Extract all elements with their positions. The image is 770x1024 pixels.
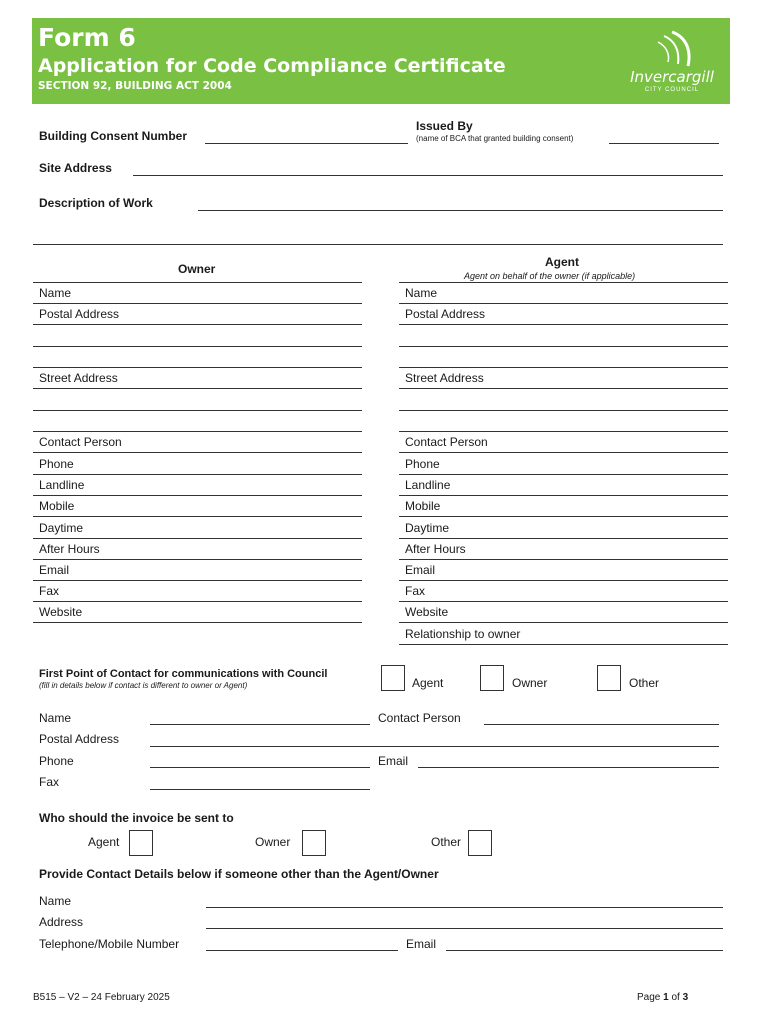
first-contact-other-label: Other (629, 676, 660, 690)
agent-note: Agent on behalf of the owner (if applicable) (464, 271, 636, 281)
owner-field-continuation-line[interactable] (33, 346, 362, 347)
fc-name-label: Name (39, 711, 72, 725)
agent-field-label: Postal Address (405, 307, 486, 321)
first-contact-owner-label: Owner (512, 676, 548, 690)
owner-field-line[interactable] (33, 601, 362, 602)
agent-field-label: Email (405, 563, 436, 577)
owner-field-label: Street Address (39, 371, 118, 385)
fc-postal-address-label: Postal Address (39, 732, 120, 746)
owner-field-continuation-line[interactable] (33, 410, 362, 411)
owner-field-label: Landline (39, 478, 85, 492)
agent-field-line[interactable] (399, 474, 728, 475)
first-contact-owner-checkbox[interactable] (480, 665, 504, 691)
owner-field-line[interactable] (33, 495, 362, 496)
agent-field-continuation-line[interactable] (399, 410, 728, 411)
fc-fax-label: Fax (39, 775, 60, 789)
fc-contact-person-label: Contact Person (378, 711, 461, 725)
form-title: Application for Code Compliance Certificate (38, 55, 506, 77)
agent-field-line[interactable] (399, 601, 728, 602)
owner-heading: Owner (178, 262, 216, 276)
fc-email-label: Email (378, 754, 409, 768)
invoice-other-checkbox[interactable] (468, 830, 492, 856)
agent-field-label: Name (405, 286, 438, 300)
owner-field-label: Phone (39, 457, 74, 471)
oc-name-field[interactable] (206, 907, 723, 908)
owner-field-line[interactable] (33, 559, 362, 560)
issued-by-note: (name of BCA that granted building consent) (416, 134, 574, 143)
agent-field-label: Contact Person (405, 435, 488, 449)
form-header (32, 18, 730, 104)
owner-field-line[interactable] (33, 622, 362, 623)
owner-field-label: After Hours (39, 542, 100, 556)
form-subtitle: SECTION 92, BUILDING ACT 2004 (38, 80, 232, 92)
oc-address-label: Address (39, 915, 84, 929)
leaf-logo-icon (622, 26, 722, 70)
invoice-agent-checkbox[interactable] (129, 830, 153, 856)
first-contact-note: (fill in details below if contact is different to owner or Agent) (39, 681, 248, 690)
invoice-agent-label: Agent (88, 835, 120, 849)
agent-field-line[interactable] (399, 452, 728, 453)
oc-telephone-label: Telephone/Mobile Number (39, 937, 180, 951)
fc-email-field[interactable] (418, 767, 719, 768)
first-contact-heading: First Point of Contact for communications with Council (39, 668, 328, 680)
agent-field-label: Street Address (405, 371, 484, 385)
owner-field-label: Website (39, 605, 83, 619)
agent-field-continuation-line[interactable] (399, 431, 728, 432)
footer-page-number (637, 992, 688, 1003)
fc-postal-address-field[interactable] (150, 746, 719, 747)
fc-phone-label: Phone (39, 754, 74, 768)
agent-field-line[interactable] (399, 538, 728, 539)
oc-name-label: Name (39, 894, 72, 908)
owner-field-label: Fax (39, 584, 60, 598)
agent-field-line[interactable] (399, 644, 728, 645)
owner-field-line[interactable] (33, 388, 362, 389)
owner-field-line[interactable] (33, 303, 362, 304)
agent-field-label: After Hours (405, 542, 466, 556)
agent-field-continuation-line[interactable] (399, 367, 728, 368)
agent-field-line[interactable] (399, 559, 728, 560)
building-consent-field[interactable] (205, 143, 408, 144)
invoice-owner-checkbox[interactable] (302, 830, 326, 856)
owner-field-label: Name (39, 286, 72, 300)
agent-field-line[interactable] (399, 516, 728, 517)
owner-field-continuation-line[interactable] (33, 367, 362, 368)
owner-field-line[interactable] (33, 538, 362, 539)
description-field-line-2[interactable] (33, 244, 723, 245)
footer-form-code: B515 – V2 – 24 February 2025 (33, 992, 170, 1003)
agent-field-continuation-line[interactable] (399, 346, 728, 347)
invoice-other-label: Other (431, 835, 462, 849)
agent-field-line[interactable] (399, 388, 728, 389)
agent-heading: Agent (545, 255, 579, 269)
logo-text: Invercargill (630, 68, 714, 86)
form-number: Form 6 (38, 23, 136, 52)
oc-email-label: Email (406, 937, 437, 951)
site-address-label: Site Address (39, 161, 112, 175)
agent-field-label: Website (405, 605, 449, 619)
agent-field-label: Landline (405, 478, 451, 492)
description-label: Description of Work (39, 196, 153, 210)
owner-field-continuation-line[interactable] (33, 431, 362, 432)
owner-field-line[interactable] (33, 516, 362, 517)
owner-field-line[interactable] (33, 452, 362, 453)
first-contact-agent-checkbox[interactable] (381, 665, 405, 691)
owner-field-line[interactable] (33, 580, 362, 581)
agent-field-label: Relationship to owner (405, 627, 521, 641)
fc-name-field[interactable] (150, 724, 370, 725)
agent-field-line[interactable] (399, 324, 728, 325)
logo-subtext: CITY COUNCIL (644, 87, 700, 93)
owner-field-label: Mobile (39, 499, 75, 513)
oc-address-field[interactable] (206, 928, 723, 929)
building-consent-label: Building Consent Number (39, 129, 187, 143)
owner-field-label: Daytime (39, 521, 84, 535)
invoice-owner-label: Owner (255, 835, 291, 849)
page-total: 3 (682, 992, 689, 1003)
agent-top-rule (399, 282, 728, 283)
agent-field-line[interactable] (399, 495, 728, 496)
agent-field-line[interactable] (399, 303, 728, 304)
agent-field-label: Daytime (405, 521, 450, 535)
agent-field-label: Fax (405, 584, 426, 598)
invoice-heading: Who should the invoice be sent to (39, 811, 234, 825)
oc-email-field[interactable] (446, 950, 723, 951)
page-current: 1 (663, 992, 669, 1003)
fc-contact-person-field[interactable] (484, 724, 719, 725)
agent-field-label: Mobile (405, 499, 441, 513)
owner-field-label: Email (39, 563, 70, 577)
owner-field-line[interactable] (33, 324, 362, 325)
first-contact-agent-label: Agent (412, 676, 444, 690)
first-contact-other-checkbox[interactable] (597, 665, 621, 691)
oc-telephone-field[interactable] (206, 950, 398, 951)
owner-field-line[interactable] (33, 474, 362, 475)
page-prefix: Page (637, 992, 664, 1003)
fc-fax-field[interactable] (150, 789, 370, 790)
owner-top-rule (33, 282, 362, 283)
issued-by-field[interactable] (609, 143, 719, 144)
agent-field-line[interactable] (399, 580, 728, 581)
issued-by-label: Issued By (416, 119, 473, 133)
page-mid: of (668, 992, 683, 1003)
site-address-field[interactable] (133, 175, 723, 176)
agent-field-line[interactable] (399, 622, 728, 623)
agent-field-label: Phone (405, 457, 440, 471)
owner-field-label: Postal Address (39, 307, 120, 321)
description-field[interactable] (198, 210, 723, 211)
owner-field-label: Contact Person (39, 435, 122, 449)
council-logo (622, 26, 722, 100)
other-contact-heading: Provide Contact Details below if someone other than the Agent/Owner (39, 867, 439, 881)
fc-phone-field[interactable] (150, 767, 370, 768)
